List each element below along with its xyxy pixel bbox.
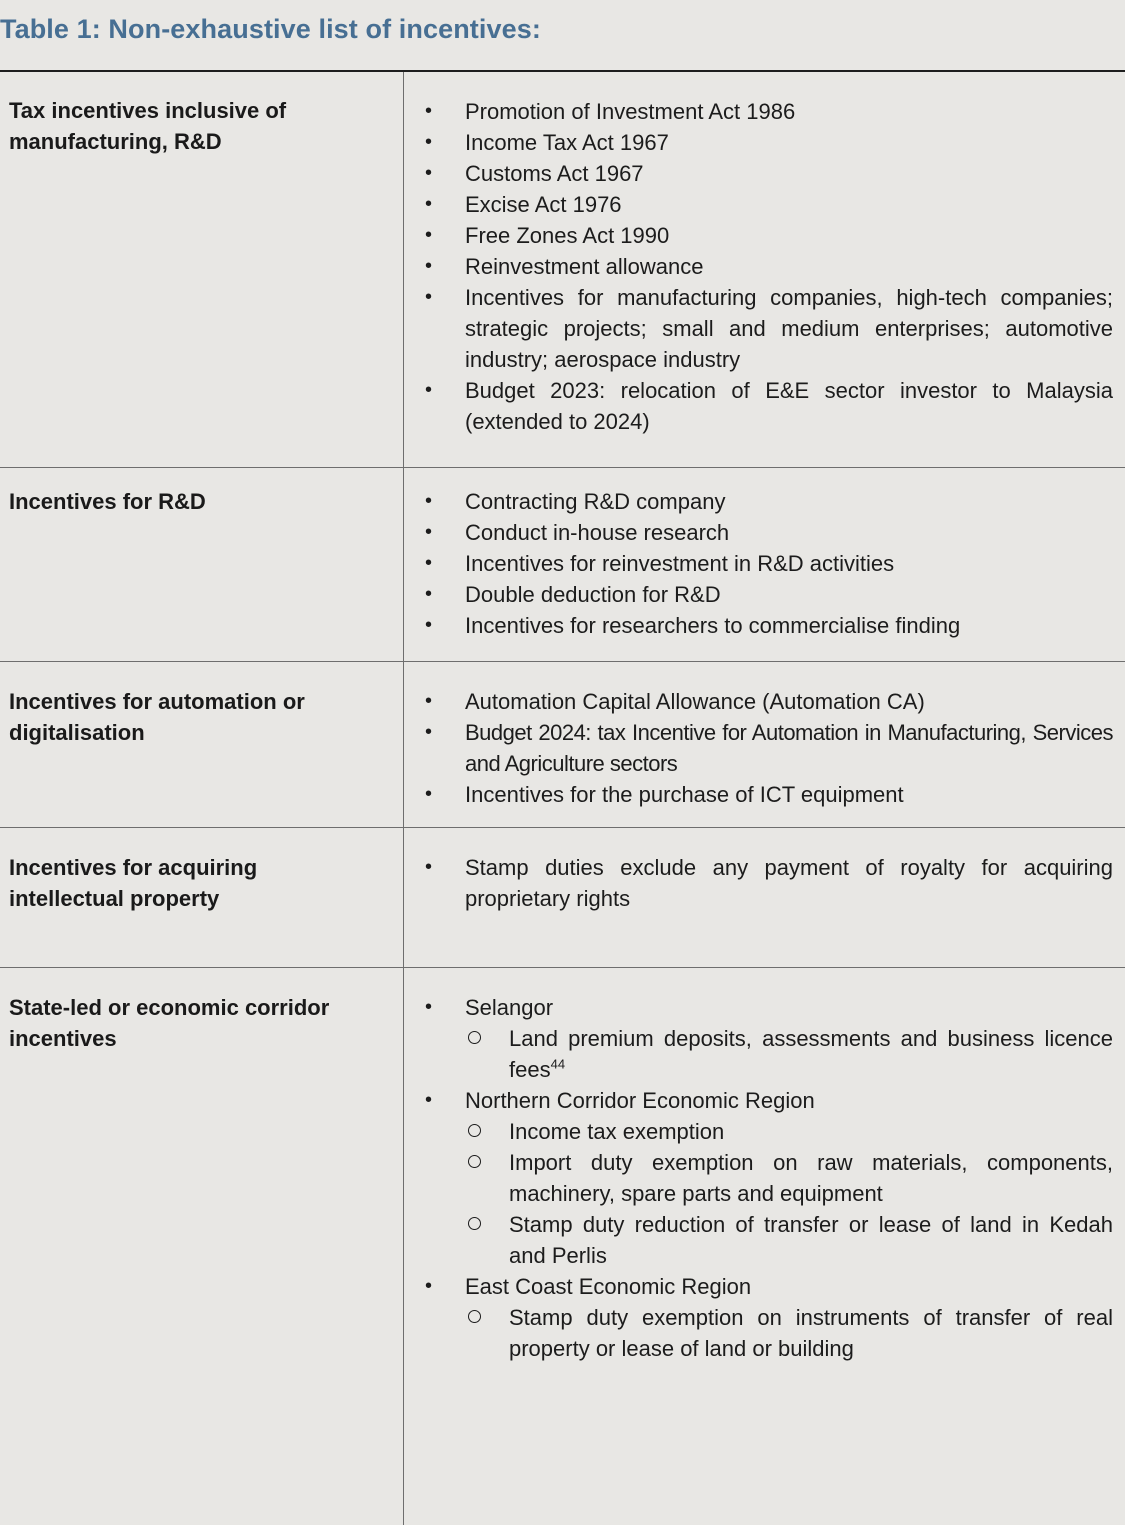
sub-list-item: Land premium deposits, assessments and business licence fees$^{44}$ (465, 1023, 1113, 1085)
bullet-icon: • (425, 162, 433, 184)
bullet-icon: • (425, 1275, 433, 1297)
bullet-icon: • (425, 783, 433, 805)
row-label: Incentives for acquiring intellectual property (9, 855, 258, 911)
circle-bullet-icon (468, 1155, 481, 1168)
circle-bullet-icon (468, 1310, 481, 1323)
bullet-icon: • (425, 583, 433, 605)
sub-list-item: Income tax exemption (465, 1116, 1113, 1147)
row-items (420, 486, 1113, 641)
list-item: • Budget 2023: relocation of E&E sector investor to Malaysia (extended to 2024) (420, 375, 1113, 437)
row-items (420, 992, 1113, 1364)
bullet-icon: • (425, 193, 433, 215)
table-row (0, 662, 1125, 828)
list-item: • Budget 2024: tax Incentive for Automation in Manufacturing, Services and Agriculture sectors (420, 717, 1113, 779)
list-item: • Free Zones Act 1990 (420, 220, 1113, 251)
row-label: Incentives for automation or digitalisation (9, 689, 305, 745)
bullet-icon: • (425, 286, 433, 308)
list-item: • Customs Act 1967 (420, 158, 1113, 189)
table-caption: Table 1: Non-exhaustive list of incentives: (0, 14, 541, 44)
bullet-icon: • (425, 1089, 433, 1111)
bullet-icon: • (425, 721, 432, 743)
list-item: • Income Tax Act 1967 (420, 127, 1113, 158)
footnote-marker: 44 (550, 1056, 566, 1072)
table-row (0, 828, 1125, 968)
sub-list (465, 1116, 1113, 1271)
sub-list-item: Stamp duty exemption on instruments of transfer of real property or lease of land or building (465, 1302, 1113, 1364)
bullet-icon: • (425, 131, 433, 153)
bullet-icon: • (425, 379, 433, 401)
bullet-icon: • (425, 521, 433, 543)
row-label: Tax incentives inclusive of manufacturing, R&D (9, 98, 287, 154)
row-label: Incentives for R&D (9, 489, 206, 514)
list-item: • Excise Act 1976 (420, 189, 1113, 220)
list-item: • Selangor Land premium deposits, assessments and business licence fees$^{44}$ (420, 992, 1113, 1085)
circle-bullet-icon (468, 1031, 481, 1044)
list-item: • Northern Corridor Economic Region Income tax exemption Import duty exemption on raw materials, components, machinery, spare parts and equipment Stamp duty reduction of transfer or lease of land in Kedah and Perlis (420, 1085, 1113, 1271)
list-item: • Automation Capital Allowance (Automation CA) (420, 686, 1113, 717)
bullet-icon: • (425, 490, 433, 512)
sub-list-item: Import duty exemption on raw materials, components, machinery, spare parts and equipment (465, 1147, 1113, 1209)
bullet-icon: • (425, 100, 433, 122)
list-item: • Incentives for manufacturing companies, high-tech companies; strategic projects; small and medium enterprises; automotive industry; aerospace industry (420, 282, 1113, 375)
row-items (420, 686, 1113, 810)
list-item: • Incentives for researchers to commercialise finding (420, 610, 1113, 641)
row-label: State-led or economic corridor incentives (9, 995, 330, 1051)
bullet-icon: • (425, 690, 433, 712)
circle-bullet-icon (468, 1124, 481, 1137)
bullet-icon: • (425, 856, 433, 878)
table-row (0, 72, 1125, 468)
row-items (420, 96, 1113, 437)
list-item: • Promotion of Investment Act 1986 (420, 96, 1113, 127)
circle-bullet-icon (468, 1217, 481, 1230)
bullet-icon: • (425, 614, 433, 636)
bullet-icon: • (425, 224, 433, 246)
table-row (0, 968, 1125, 1525)
sub-list (465, 1302, 1113, 1364)
bullet-icon: • (425, 996, 433, 1018)
bullet-icon: • (425, 552, 433, 574)
list-item: • Incentives for reinvestment in R&D activities (420, 548, 1113, 579)
list-item: • Stamp duties exclude any payment of royalty for acquiring proprietary rights (420, 852, 1113, 914)
incentives-table (0, 70, 1125, 1525)
list-item: • Reinvestment allowance (420, 251, 1113, 282)
bullet-icon: • (425, 255, 433, 277)
row-items (420, 852, 1113, 914)
sub-list-item: Stamp duty reduction of transfer or lease of land in Kedah and Perlis (465, 1209, 1113, 1271)
list-item: • East Coast Economic Region Stamp duty exemption on instruments of transfer of real property or lease of land or building (420, 1271, 1113, 1364)
list-item: • Incentives for the purchase of ICT equipment (420, 779, 1113, 810)
list-item: • Conduct in-house research (420, 517, 1113, 548)
list-item: • Double deduction for R&D (420, 579, 1113, 610)
sub-list (465, 1023, 1113, 1085)
table-row (0, 468, 1125, 662)
list-item: • Contracting R&D company (420, 486, 1113, 517)
